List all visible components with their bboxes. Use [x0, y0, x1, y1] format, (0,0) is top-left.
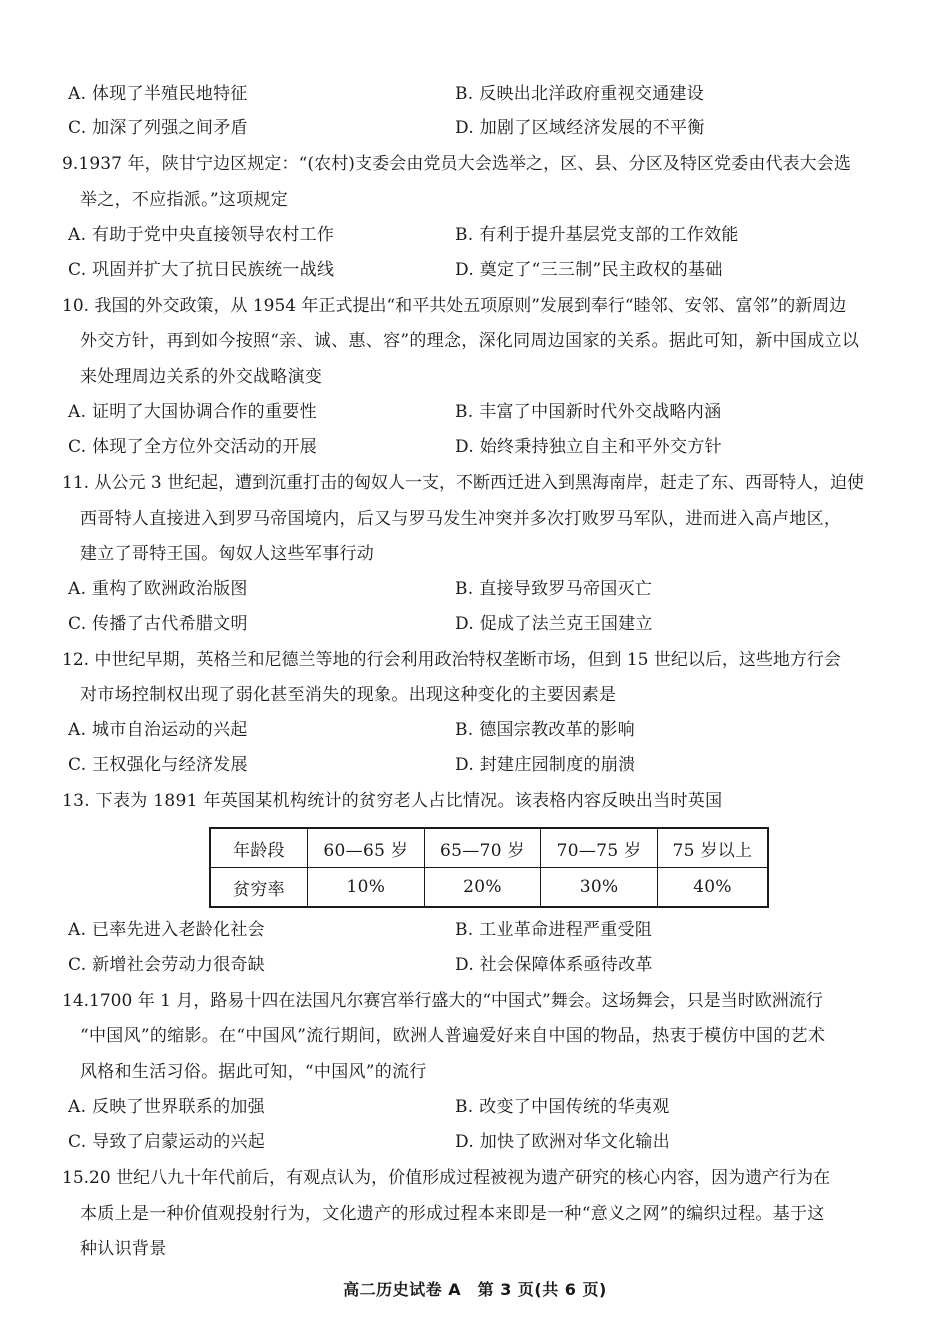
q11-stem-line-1: 11. 从公元 3 世纪起，遭到沉重打击的匈奴人一支，不断西迁进入到黑海南岸，赶走了东、西哥特人，迫使	[62, 473, 865, 493]
q13-option-d: D. 社会保障体系亟待改革	[455, 955, 653, 975]
q9-stem-line-2: 举之，不应指派。”这项规定	[80, 190, 289, 210]
q10-option-d: D. 始终秉持独立自主和平外交方针	[455, 437, 722, 457]
q14-option-d: D. 加快了欧洲对华文化输出	[455, 1132, 671, 1152]
q13-option-b: B. 工业革命进程严重受阻	[455, 920, 653, 940]
q11-option-b: B. 直接导致罗马帝国灭亡	[455, 579, 653, 599]
q11-option-a: A. 重构了欧洲政治版图	[68, 579, 248, 599]
q9-option-b: B. 有利于提升基层党支部的工作效能	[455, 225, 739, 245]
q14-stem-line-3: 风格和生活习俗。据此可知，“中国风”的流行	[80, 1062, 427, 1082]
q14-stem-line-2: “中国风”的缩影。在“中国风”流行期间，欧洲人普遍爱好来自中国的物品，热衷于模仿中国的艺术	[80, 1026, 826, 1046]
q8-option-c: C. 加深了列强之间矛盾	[68, 118, 248, 138]
q11-stem-line-3: 建立了哥特王国。匈奴人这些军事行动	[80, 544, 375, 564]
q9-option-c: C. 巩固并扩大了抗日民族统一战线	[68, 260, 335, 280]
table-header-row	[210, 828, 768, 868]
q10-stem-line-1: 10. 我国的外交政策，从 1954 年正式提出“和平共处五项原则”发展到奉行“睦邻、安邻、富邻”的新周边	[62, 296, 847, 316]
q11-stem-line-2: 西哥特人直接进入到罗马帝国境内，后又与罗马发生冲突并多次打败罗马军队，进而进入高卢地区，	[80, 509, 842, 529]
q10-stem-line-3: 来处理周边关系的外交战略演变	[80, 367, 323, 387]
q12-option-a: A. 城市自治运动的兴起	[68, 720, 248, 740]
page-footer: 高二历史试卷 A 第 3 页(共 6 页)	[343, 1280, 607, 1299]
q13-stem-line-1: 13. 下表为 1891 年英国某机构统计的贫穷老人占比情况。该表格内容反映出当时英国	[62, 791, 723, 811]
q9-option-d: D. 奠定了“三三制”民主政权的基础	[455, 260, 723, 280]
table-header-cell: 年龄段	[210, 828, 308, 868]
q12-option-b: B. 德国宗教改革的影响	[455, 720, 635, 740]
q10-option-b: B. 丰富了中国新时代外交战略内涵	[455, 402, 722, 422]
table-cell: 40%	[657, 868, 768, 908]
q15-stem-line-3: 种认识背景	[80, 1239, 167, 1259]
q14-option-c: C. 导致了启蒙运动的兴起	[68, 1132, 266, 1152]
table-header-cell: 60—65 岁	[308, 828, 425, 868]
q10-option-c: C. 体现了全方位外交活动的开展	[68, 437, 318, 457]
table-cell: 贫穷率	[210, 868, 308, 908]
q12-option-d: D. 封建庄园制度的崩溃	[455, 755, 636, 775]
q14-option-a: A. 反映了世界联系的加强	[68, 1097, 265, 1117]
table-header-cell: 65—70 岁	[424, 828, 541, 868]
q9-option-a: A. 有助于党中央直接领导农村工作	[68, 225, 335, 245]
q8-option-a: A. 体现了半殖民地特征	[68, 84, 248, 104]
q12-option-c: C. 王权强化与经济发展	[68, 755, 248, 775]
q8-option-d: D. 加剧了区域经济发展的不平衡	[455, 118, 705, 138]
q15-stem-line-2: 本质上是一种价值观投射行为，文化遗产的形成过程本来即是一种“意义之网”的编织过程。基于这	[80, 1204, 825, 1224]
q13-option-a: A. 已率先进入老龄化社会	[68, 920, 265, 940]
q11-option-c: C. 传播了古代希腊文明	[68, 614, 248, 634]
table-cell: 20%	[424, 868, 541, 908]
table-row	[210, 868, 768, 908]
q12-stem-line-1: 12. 中世纪早期，英格兰和尼德兰等地的行会利用政治特权垄断市场，但到 15 世纪以后，这些地方行会	[62, 650, 841, 670]
q14-option-b: B. 改变了中国传统的华夷观	[455, 1097, 670, 1117]
q13-option-c: C. 新增社会劳动力很奇缺	[68, 955, 266, 975]
table-header-cell: 70—75 岁	[541, 828, 658, 868]
table-header-cell: 75 岁以上	[657, 828, 768, 868]
table-cell: 10%	[308, 868, 425, 908]
q15-stem-line-1: 15.20 世纪八九十年代前后，有观点认为，价值形成过程被视为遗产研究的核心内容，因为遗产行为在	[62, 1168, 831, 1188]
poverty-rate-table	[209, 827, 769, 908]
table-cell: 30%	[541, 868, 658, 908]
q10-option-a: A. 证明了大国协调合作的重要性	[68, 402, 317, 422]
q8-option-b: B. 反映出北洋政府重视交通建设	[455, 84, 705, 104]
q11-option-d: D. 促成了法兰克王国建立	[455, 614, 653, 634]
q14-stem-line-1: 14.1700 年 1 月，路易十四在法国凡尔赛宫举行盛大的“中国式”舞会。这场舞会，只是当时欧洲流行	[62, 991, 823, 1011]
q10-stem-line-2: 外交方针，再到如今按照“亲、诚、惠、容”的理念，深化同周边国家的关系。据此可知，新中国成立以	[80, 331, 860, 351]
q9-stem-line-1: 9.1937 年，陕甘宁边区规定：“(农村)支委会由党员大会选举之，区、县、分区及特区党委由代表大会选	[62, 154, 851, 174]
q12-stem-line-2: 对市场控制权出现了弱化甚至消失的现象。出现这种变化的主要因素是	[80, 685, 617, 705]
